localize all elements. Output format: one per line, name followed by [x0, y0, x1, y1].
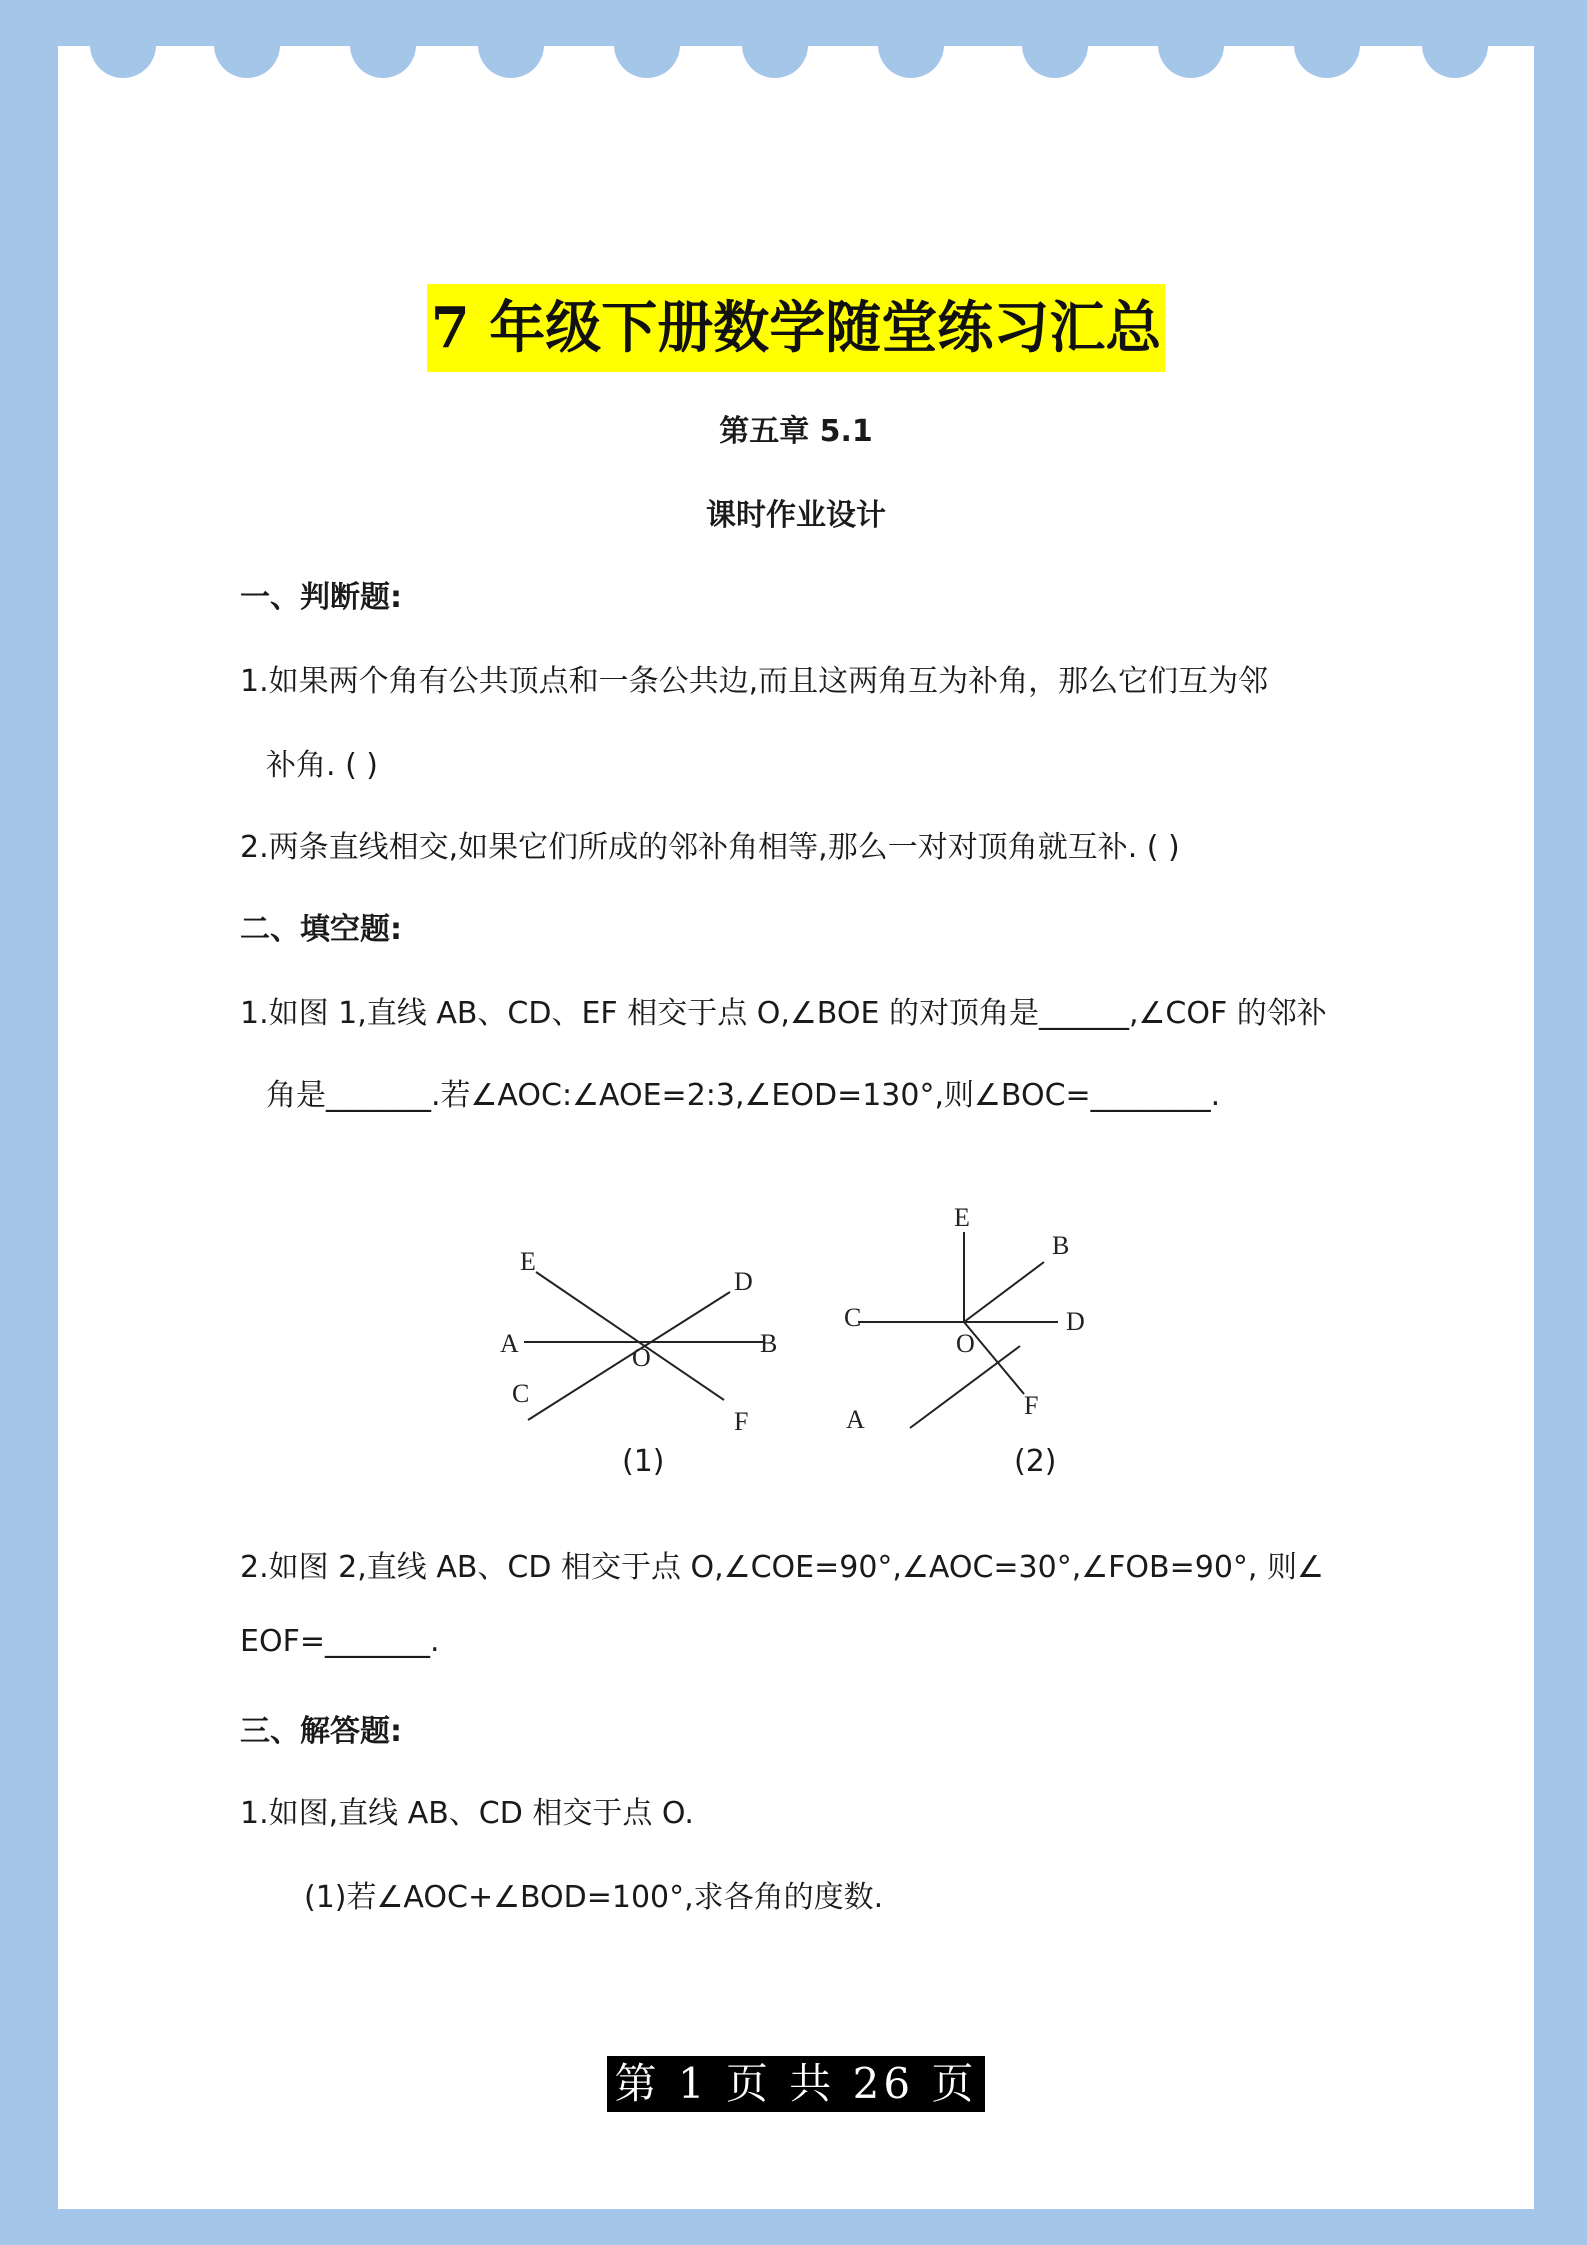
binder-hole — [478, 46, 544, 78]
binder-hole — [878, 46, 944, 78]
figure-2-caption: (2) — [1014, 1444, 1057, 1479]
label-d: D — [734, 1267, 753, 1296]
question-text: 角是_______.若∠AOC:∠AOE=2:3,∠EOD=130°,则∠BOC=________. — [266, 1078, 1221, 1113]
label-a: A — [500, 1329, 519, 1358]
geometry-figures — [58, 1156, 1534, 1536]
label-a: A — [846, 1405, 865, 1434]
worksheet-page — [58, 46, 1534, 2209]
label-o: O — [956, 1329, 975, 1358]
question-text: 1.如果两个角有公共顶点和一条公共边,而且这两角互为补角，那么它们互为邻 — [240, 664, 1269, 699]
line-ao — [910, 1346, 1020, 1428]
figure-1-caption: (1) — [622, 1444, 665, 1479]
binder-hole — [1022, 46, 1088, 78]
label-b: B — [760, 1329, 778, 1358]
question-text: 补角. ( ) — [266, 748, 379, 783]
question-text: 2.如图 2,直线 AB、CD 相交于点 O,∠COE=90°,∠AOC=30°,∠FOB=90°, 则∠ — [240, 1550, 1324, 1585]
subtitle: 课时作业设计 — [706, 498, 886, 533]
question-text: (1)若∠AOC+∠BOD=100°,求各角的度数. — [304, 1880, 884, 1915]
page-title: 7 年级下册数学随堂练习汇总 — [427, 284, 1165, 372]
line-ob — [964, 1262, 1044, 1322]
binder-hole — [742, 46, 808, 78]
label-c: C — [512, 1379, 530, 1408]
section-heading-solve: 三、解答题: — [240, 1714, 402, 1749]
line-cd — [528, 1292, 730, 1420]
binder-hole — [350, 46, 416, 78]
page-number-footer: 第 1 页 共 26 页 — [607, 2056, 986, 2112]
chapter-label: 第五章 5.1 — [719, 414, 873, 449]
binder-hole — [1422, 46, 1488, 78]
section-heading-fill: 二、填空题: — [240, 912, 402, 947]
binder-hole — [614, 46, 680, 78]
label-f: F — [734, 1407, 749, 1436]
label-e: E — [520, 1247, 536, 1276]
binder-hole — [1294, 46, 1360, 78]
question-text: 2.两条直线相交,如果它们所成的邻补角相等,那么一对对顶角就互补. ( ) — [240, 830, 1180, 865]
label-d: D — [1066, 1307, 1085, 1336]
section-heading-judgment: 一、判断题: — [240, 580, 402, 615]
question-text: EOF=_______. — [240, 1624, 440, 1659]
label-o: O — [632, 1343, 651, 1372]
figure-2-diagram — [844, 1203, 1085, 1434]
question-text: 1.如图 1,直线 AB、CD、EF 相交于点 O,∠BOE 的对顶角是______,∠COF 的邻补 — [240, 996, 1327, 1031]
label-f: F — [1024, 1391, 1039, 1420]
binder-hole — [1158, 46, 1224, 78]
label-b: B — [1052, 1231, 1070, 1260]
question-text: 1.如图,直线 AB、CD 相交于点 O. — [240, 1796, 694, 1831]
label-e: E — [954, 1203, 970, 1232]
binder-hole — [90, 46, 156, 78]
line-ef — [536, 1272, 724, 1400]
figure-1-diagram — [500, 1247, 777, 1436]
label-c: C — [844, 1303, 862, 1332]
binder-hole — [214, 46, 280, 78]
